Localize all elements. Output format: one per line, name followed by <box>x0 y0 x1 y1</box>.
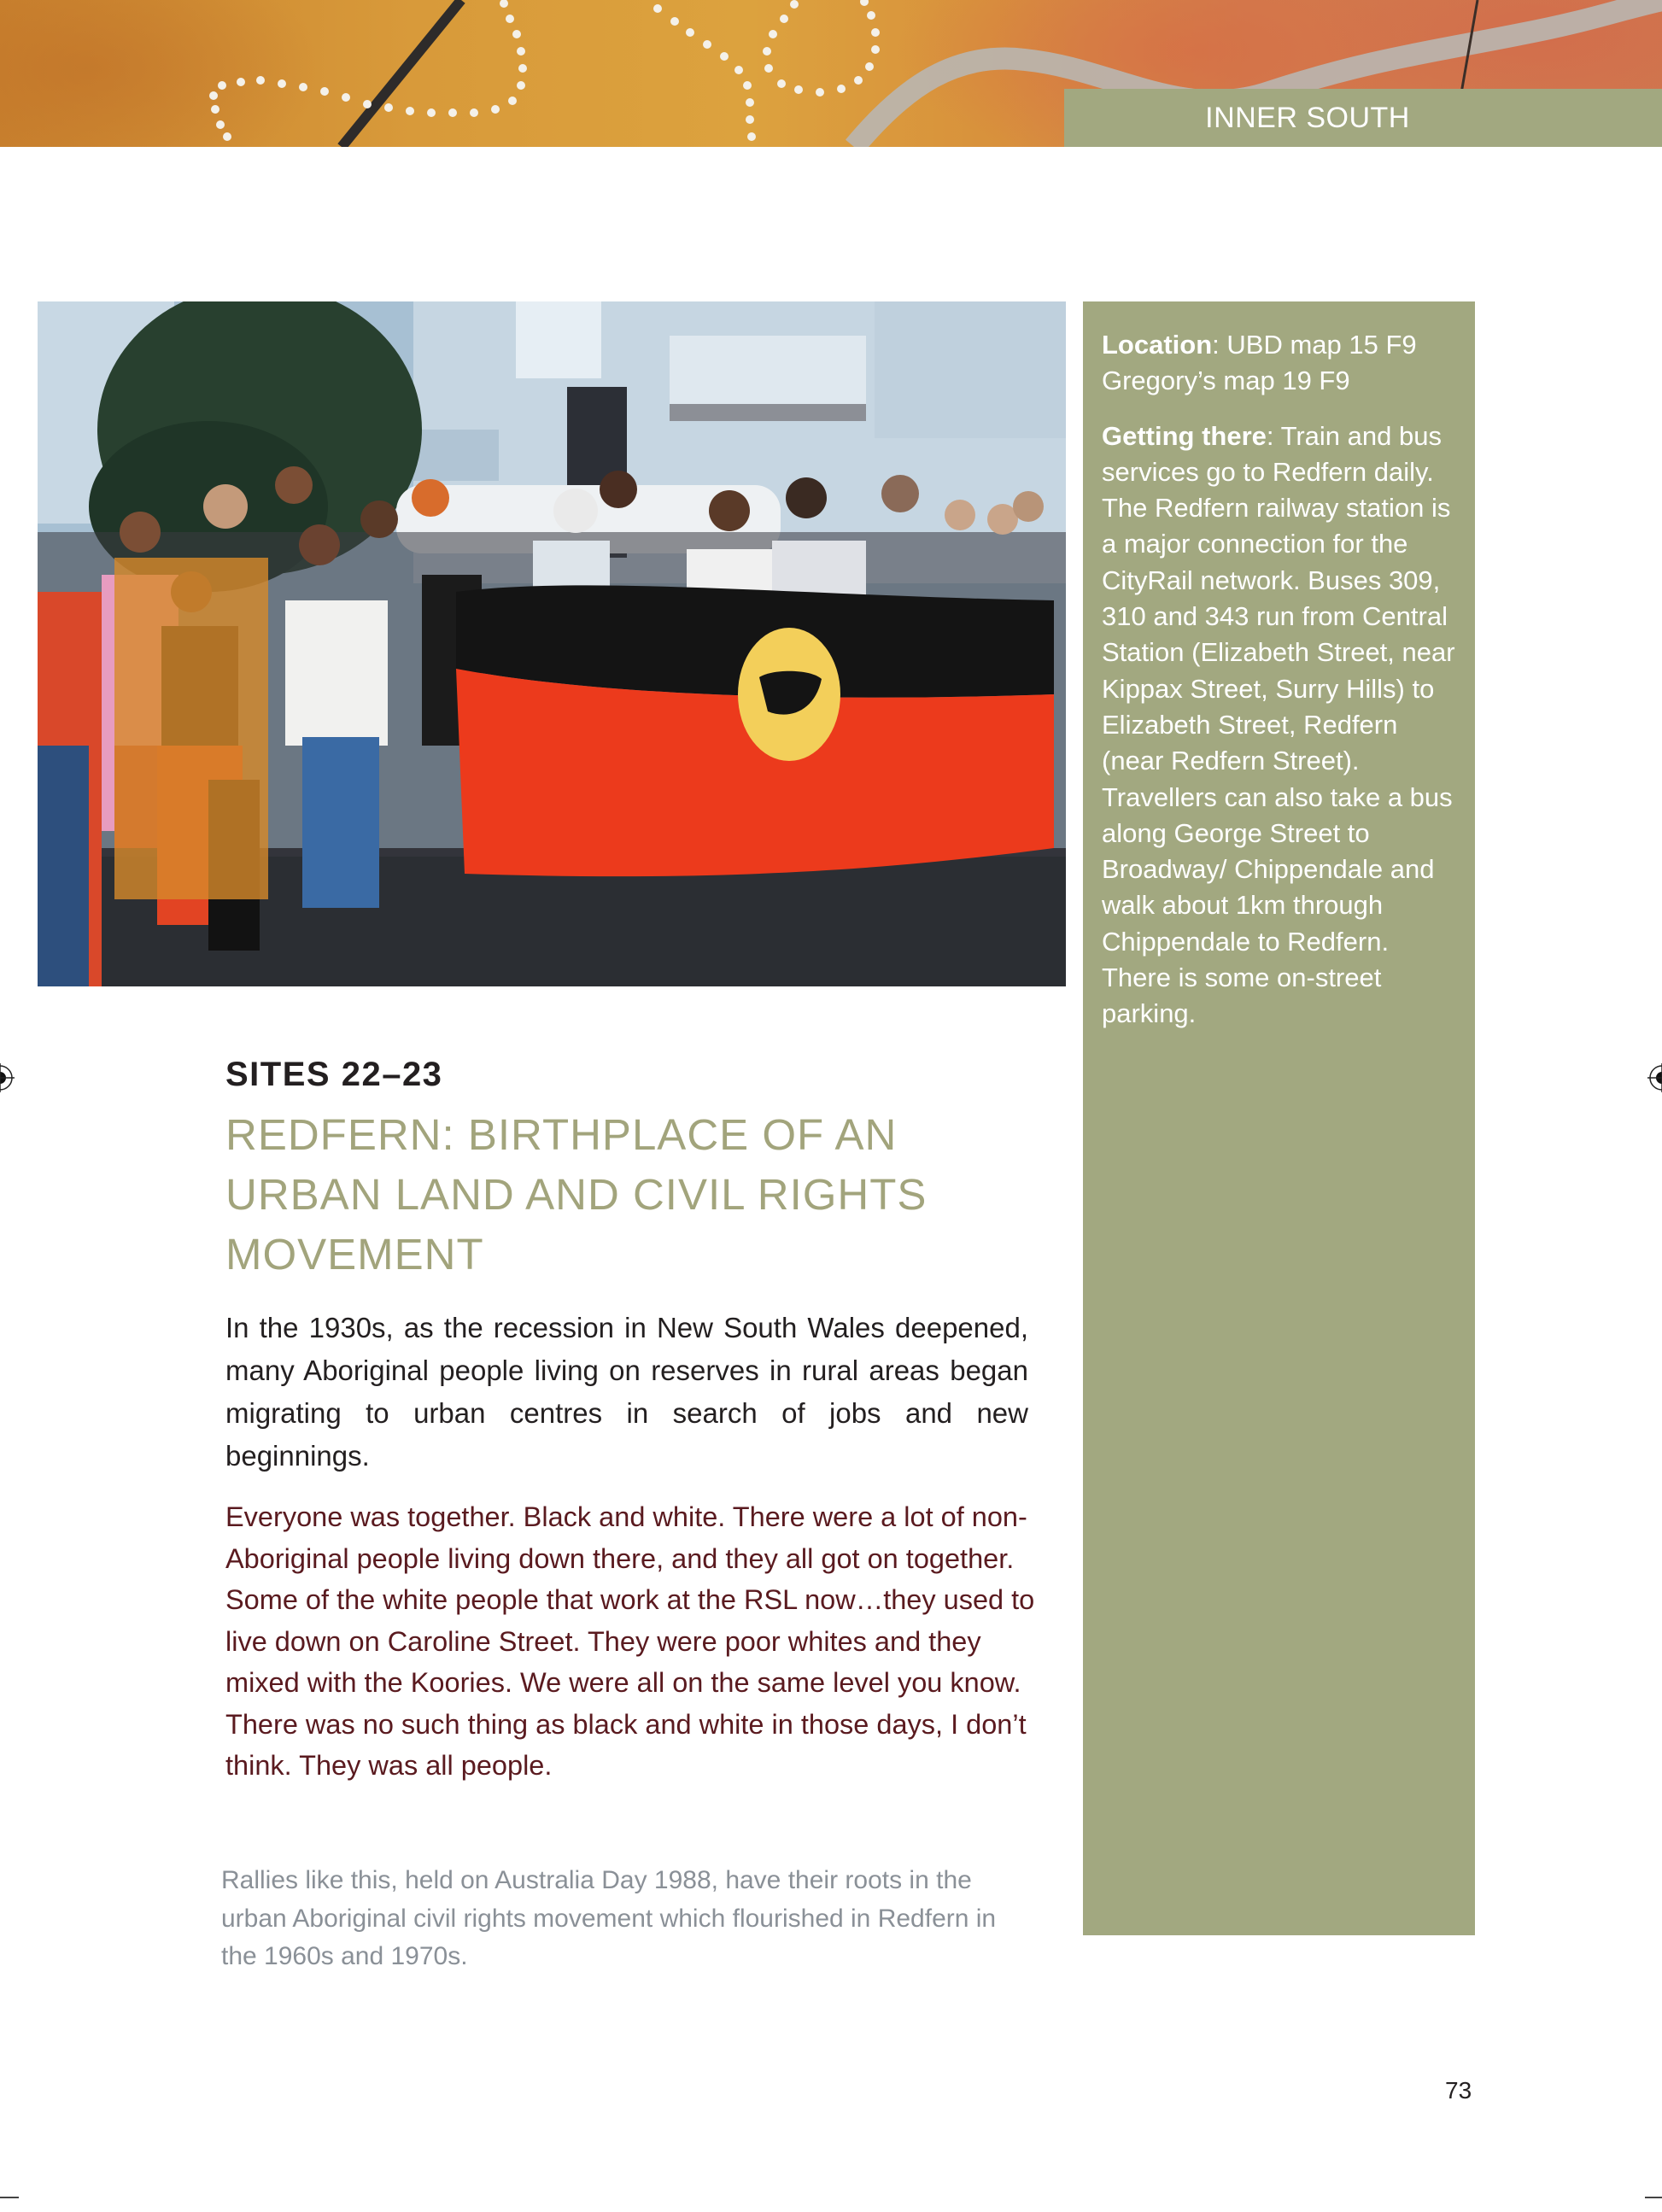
getting-there-label: Getting there <box>1102 420 1267 451</box>
getting-there-info <box>1102 418 1458 1033</box>
location-value: : UBD map 15 F9 Gregory’s map 19 F9 <box>1102 330 1417 396</box>
section-label: INNER SOUTH <box>1205 101 1410 134</box>
sites-label: SITES 22–23 <box>225 1056 443 1093</box>
article-title: REDFERN: BIRTHPLACE OF AN URBAN LAND AND CIVIL RIGHTS MOVEMENT <box>225 1110 928 1279</box>
rally-photo-illustration <box>38 301 1066 986</box>
page-number: 73 <box>1445 2077 1472 2104</box>
crop-mark <box>0 2197 19 2198</box>
section-banner <box>1064 89 1662 147</box>
location-info <box>1102 327 1458 400</box>
info-sidebar <box>1083 301 1475 1935</box>
header-artwork <box>0 0 1662 147</box>
oral-history-quote: Everyone was together. Black and white. There were a lot of non-Aboriginal people living down there, and they all got on together. Some of the white people that work at the RSL now…they used to live down on Caroline Street. They were poor whites and they mixed with the Koories. We were all on the same level you know. There was no such thing as black and white in those days, I don’t think. They was all people. <box>225 1501 1035 1781</box>
crop-mark <box>1645 2197 1662 2198</box>
intro-paragraph: In the 1930s, as the recession in New South Wales deepened, many Aboriginal people living on reserves in rural areas began migrating to urban centres in search of jobs and new beginnings. <box>225 1312 1028 1472</box>
registration-mark-icon <box>1647 1063 1662 1092</box>
location-label: Location <box>1102 330 1213 360</box>
rally-photo <box>38 301 1066 986</box>
photo-caption: Rallies like this, held on Australia Day 1988, have their roots in the urban Aboriginal civil rights movement which flourished in Redfern in the 1960s and 1970s. <box>221 1866 997 1970</box>
registration-mark-icon <box>0 1063 15 1092</box>
getting-there-value: : Train and bus services go to Redfern daily. The Redfern railway station is a major connection for the CityRail network. Buses 309, 310 and 343 run from Central Station (Elizabeth Street, near Kippax Street, Surry Hills) to Elizabeth Street, Redfern (near Redfern Street). Travellers can also take a bus along George Street to Broadway/ Chippendale and walk about 1km through Chippendale to Redfern. There is some on-street parking. <box>1102 420 1455 1029</box>
